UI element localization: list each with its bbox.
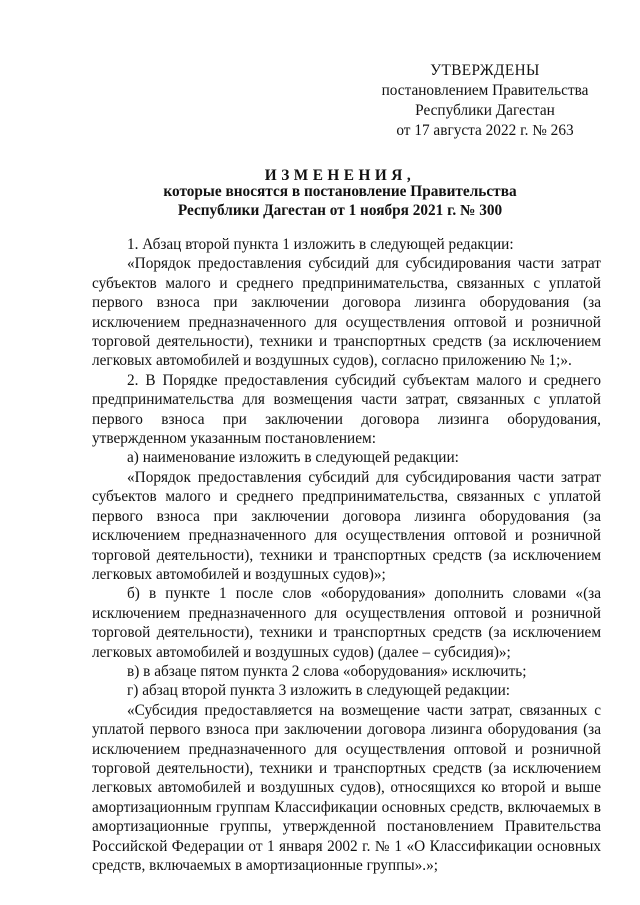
approval-issuer: постановлением Правительства: [381, 82, 589, 99]
document-subtitle-line2: Республики Дагестан от 1 ноября 2021 г. № 300: [177, 202, 503, 219]
paragraph-sub-v: в) в абзаце пятом пункта 2 слова «оборудования» исключить;: [127, 662, 527, 680]
paragraph-sub-a-text: «Порядок предоставления субсидий для субсидирования части затрат субъектов малого и среднего предпринимательства, связанных с уплатой первого взноса при заключении договора лизинга оборудования (за исключением предназначенного для осуществления оптовой и розничной торговой деятельности), техники и транспортных средств (за исключением легковых автомобилей и воздушных судов)»;: [92, 468, 601, 583]
approval-stamp-block: [360, 61, 610, 141]
approval-date-number: от 17 августа 2022 г. № 263: [396, 122, 574, 139]
paragraph-sub-g-text: «Субсидия предоставляется на возмещение части затрат, связанных с уплатой первого взноса при заключении договора лизинга оборудования (за исключением предназначенного для осуществления оптовой и розничной торговой деятельности), техники и транспортных средств (за исключением легковых автомобилей и воздушных судов), относящихся ко второй и выше амортизационным группам Классификации основных средств, включаемых в амортизационные группы, утвержденной постановлением Правительства Российской Федерации от 1 января 2002 г. № 1 «О Классификации основных средств, включаемых в амортизационные группы».»;: [92, 701, 601, 874]
paragraph-item-1: 1. Абзац второй пункта 1 изложить в следующей редакции:: [127, 236, 514, 253]
document-subtitle-line1: которые вносятся в постановление Правительства: [163, 183, 517, 200]
document-title: ИЗМЕНЕНИЯ,: [264, 167, 416, 184]
paragraph-item-2: 2. В Порядке предоставления субсидий субъектам малого и среднего предпринимательства для возмещения части затрат, связанных с уплатой первого взноса при заключении договора лизинга оборудования, утвержденном указанным постановлением:: [92, 371, 601, 448]
approval-region: Республики Дагестан: [415, 102, 555, 119]
paragraph-sub-g: г) абзац второй пункта 3 изложить в следующей редакции:: [127, 682, 511, 700]
approval-label: УТВЕРЖДЕНЫ: [430, 62, 540, 79]
paragraph-item-1-text: «Порядок предоставления субсидий для субсидирования части затрат субъектов малого и среднего предпринимательства, связанных с уплатой первого взноса при заключении договора лизинга оборудования (за исключением предназначенного для осуществления оптовой и розничной торговой деятельности), техники и транспортных средств (за исключением легковых автомобилей и воздушных судов), согласно приложению № 1;».: [92, 255, 601, 370]
document-body: [92, 235, 601, 875]
paragraph-sub-b: б) в пункте 1 после слов «оборудования» дополнить словами «(за исключением предназначенного для осуществления оптовой и розничной торговой деятельности), техники и транспортных средств (за исключением легковых автомобилей и воздушных судов) (далее – субсидия)»;: [92, 585, 601, 661]
paragraph-sub-a: а) наименование изложить в следующей редакции:: [127, 449, 459, 467]
